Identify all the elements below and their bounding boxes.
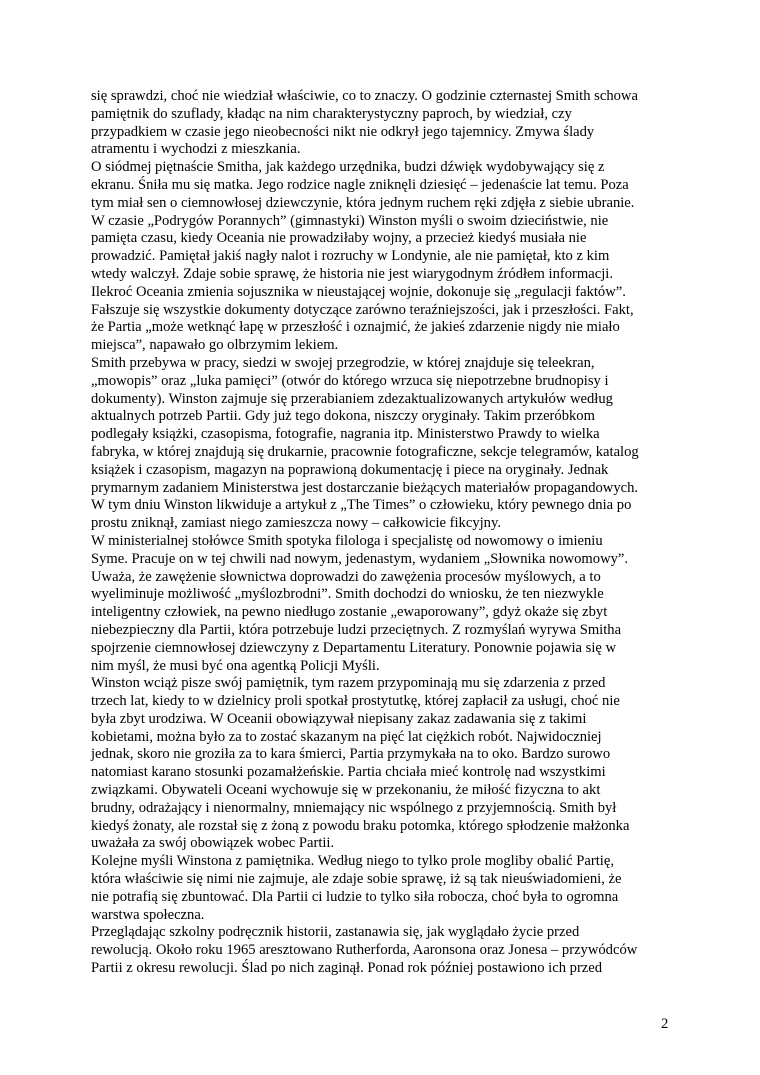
text-line: Winston wciąż pisze swój pamiętnik, tym razem przypominają mu się zdarzenia z przed xyxy=(91,675,606,692)
text-line: prymarnym zadaniem Ministerstwa jest dostarczanie bieżących materiałów propagandowych. xyxy=(91,479,639,496)
text-line: miejsca”, napawało go olbrzymim lekiem. xyxy=(91,337,339,354)
text-line: prostu zniknął, zamiast niego zamieszcza nowy – całkowicie fikcyjny. xyxy=(91,515,501,532)
text-line: niebezpieczny dla Partii, która potrzebuje ludzi przeciętnych. Z rozmyślań wyrywa Smitha xyxy=(91,621,622,638)
text-line: Uważa, że zawężenie słownictwa doprowadzi do zawężenia procesów myślowych, a to xyxy=(91,568,601,585)
text-line: fabryka, w której znajdują się drukarnie, pracownie fotograficzne, sekcje telegramów, katalog xyxy=(91,443,639,460)
text-line: kobietami, można było za to zostać skazanym na pięć lat ciężkich robót. Najwidoczniej xyxy=(91,728,602,745)
text-line: Fałszuje się wszystkie dokumenty dotyczące zarówno teraźniejszości, jak i przeszłości. Fakt, xyxy=(91,301,634,318)
text-line: uważała za swój obowiązek wobec Partii. xyxy=(91,835,335,852)
text-line: Przeglądając szkolny podręcznik historii, zastanawia się, jak wyglądało życie przed xyxy=(91,924,580,941)
text-line: brudny, odrażający i nienormalny, mniemający nic wspólnego z przyjemnością. Smith był xyxy=(91,799,617,816)
text-line: pamięta czasu, kiedy Oceania nie prowadziłaby wojny, a przecież kiedyś musiała nie xyxy=(91,230,587,247)
text-line: związkami. Obywateli Oceani wychowuje się w przekonaniu, że miłość fizyczna to akt xyxy=(91,782,601,799)
text-line: natomiast karano stosunki pozamałżeńskie. Partia chciała mieć kontrolę nad wszystkimi xyxy=(91,764,606,781)
text-line: warstwa społeczna. xyxy=(91,906,205,923)
text-line: książek i czasopism, magazyn na poprawioną dokumentację i piece na oryginały. Jednak xyxy=(91,461,609,478)
text-line: podlegały książki, czasopisma, fotografie, nagrania itp. Ministerstwo Prawdy to wielka xyxy=(91,426,600,443)
text-line: że Partia „może wetknąć łapę w przeszłość i oznajmić, że jakieś zdarzenie nigdy nie miało xyxy=(91,319,620,336)
text-line: W ministerialnej stołówce Smith spotyka filologa i specjalistę od nowomowy o imieniu xyxy=(91,532,603,549)
text-line: pamiętnik do szuflady, kładąc na nim charakterystyczny paproch, by wiedział, czy xyxy=(91,105,572,122)
text-line: przypadkiem w czasie jego nieobecności nikt nie odkrył jego tajemnicy. Zmywa ślady xyxy=(91,123,595,140)
text-line: kiedyś żonaty, ale rozstał się z żoną z powodu braku potomka, którego spłodzenie małżonka xyxy=(91,817,630,834)
text-line: ekranu. Śniła mu się matka. Jego rodzice nagle zniknęli dziesięć – jedenaście lat temu. Poza xyxy=(91,176,629,193)
text-line: W tym dniu Winston likwiduje a artykuł z „The Times” o człowieku, który pewnego dnia po xyxy=(91,497,632,514)
text-line: rewolucją. Około roku 1965 aresztowano Rutherforda, Aaronsona oraz Jonesa – przywódców xyxy=(91,942,638,959)
text-line: była zbyt urodziwa. W Oceanii obowiązywał niepisany zakaz zadawania się z takimi xyxy=(91,710,587,727)
text-line: O siódmej piętnaście Smitha, jak każdego urzędnika, budzi dźwięk wydobywający się z xyxy=(91,159,605,176)
text-line: która właściwie się nimi nie zajmuje, ale zdaje sobie sprawę, iż są tak nieuświadomieni, że xyxy=(91,871,622,888)
text-line: inteligentny człowiek, na pewno niedługo zostanie „ewaporowany”, gdyż okaże się zbyt xyxy=(91,604,608,621)
text-line: jednak, skoro nie groziła za to kara śmierci, Partia przymykała na to oko. Bardzo surowo xyxy=(91,746,611,763)
text-line: wtedy walczył. Zdaje sobie sprawę, że historia nie jest wiarygodnym źródłem informacji. xyxy=(91,265,613,282)
page-number: 2 xyxy=(661,1016,669,1032)
text-line: Smith przebywa w pracy, siedzi w swojej przegrodzie, w której znajduje się teleekran, xyxy=(91,354,595,371)
text-line: spojrzenie ciemnowłosej dziewczyny z Departamentu Literatury. Ponownie pojawia się w xyxy=(91,639,617,656)
text-line: W czasie „Podrygów Porannych” (gimnastyki) Winston myśli o swoim dzieciństwie, nie xyxy=(91,212,609,229)
text-line: trzech lat, kiedy to w dzielnicy proli spotkał prostytutkę, której zapłacił za usługi, choć nie xyxy=(91,693,620,710)
text-line: wyeliminuje możliwość „myślozbrodni”. Smith dochodzi do wniosku, że ten niezwykle xyxy=(91,586,604,603)
text-line: Partii z okresu rewolucji. Ślad po nich zaginął. Ponad rok później postawiono ich przed xyxy=(91,960,603,977)
text-line: Kolejne myśli Winstona z pamiętnika. Według niego to tylko prole mogliby obalić Partię, xyxy=(91,853,614,870)
text-line: aktualnych potrzeb Partii. Gdy już tego dokona, niszczy oryginały. Takim przeróbkom xyxy=(91,408,595,425)
body-text xyxy=(91,88,691,978)
text-line: Ilekroć Oceania zmienia sojusznika w nieustającej wojnie, dokonuje się „regulacji faktów”. xyxy=(91,283,626,300)
text-line: „mowopis” oraz „luka pamięci” (otwór do którego wrzuca się niepotrzebne brudnopisy i xyxy=(91,372,609,389)
text-line: tym miał sen o ciemnowłosej dziewczynie, która jednym ruchem ręki zdjęła z siebie ubranie. xyxy=(91,194,635,211)
text-line: dokumenty). Winston zajmuje się przerabianiem zdezaktualizowanych artykułów według xyxy=(91,390,613,407)
text-line: atramentu i wychodzi z mieszkania. xyxy=(91,141,301,158)
text-line: nie potrafią się zbuntować. Dla Partii ci ludzie to tylko siła robocza, choć była to ogromna xyxy=(91,888,619,905)
text-line: Syme. Pracuje on w tej chwili nad nowym, jedenastym, wydaniem „Słownika nowomowy”. xyxy=(91,550,629,567)
text-line: nim myśl, że musi być ona agentką Policji Myśli. xyxy=(91,657,380,674)
text-line: prowadzić. Pamiętał jakiś nagły nalot i rozruchy w Londynie, ale nie pamiętał, kto z kim xyxy=(91,248,610,265)
text-line: się sprawdzi, choć nie wiedział właściwie, co to znaczy. O godzinie czternastej Smith schowa xyxy=(91,88,638,104)
